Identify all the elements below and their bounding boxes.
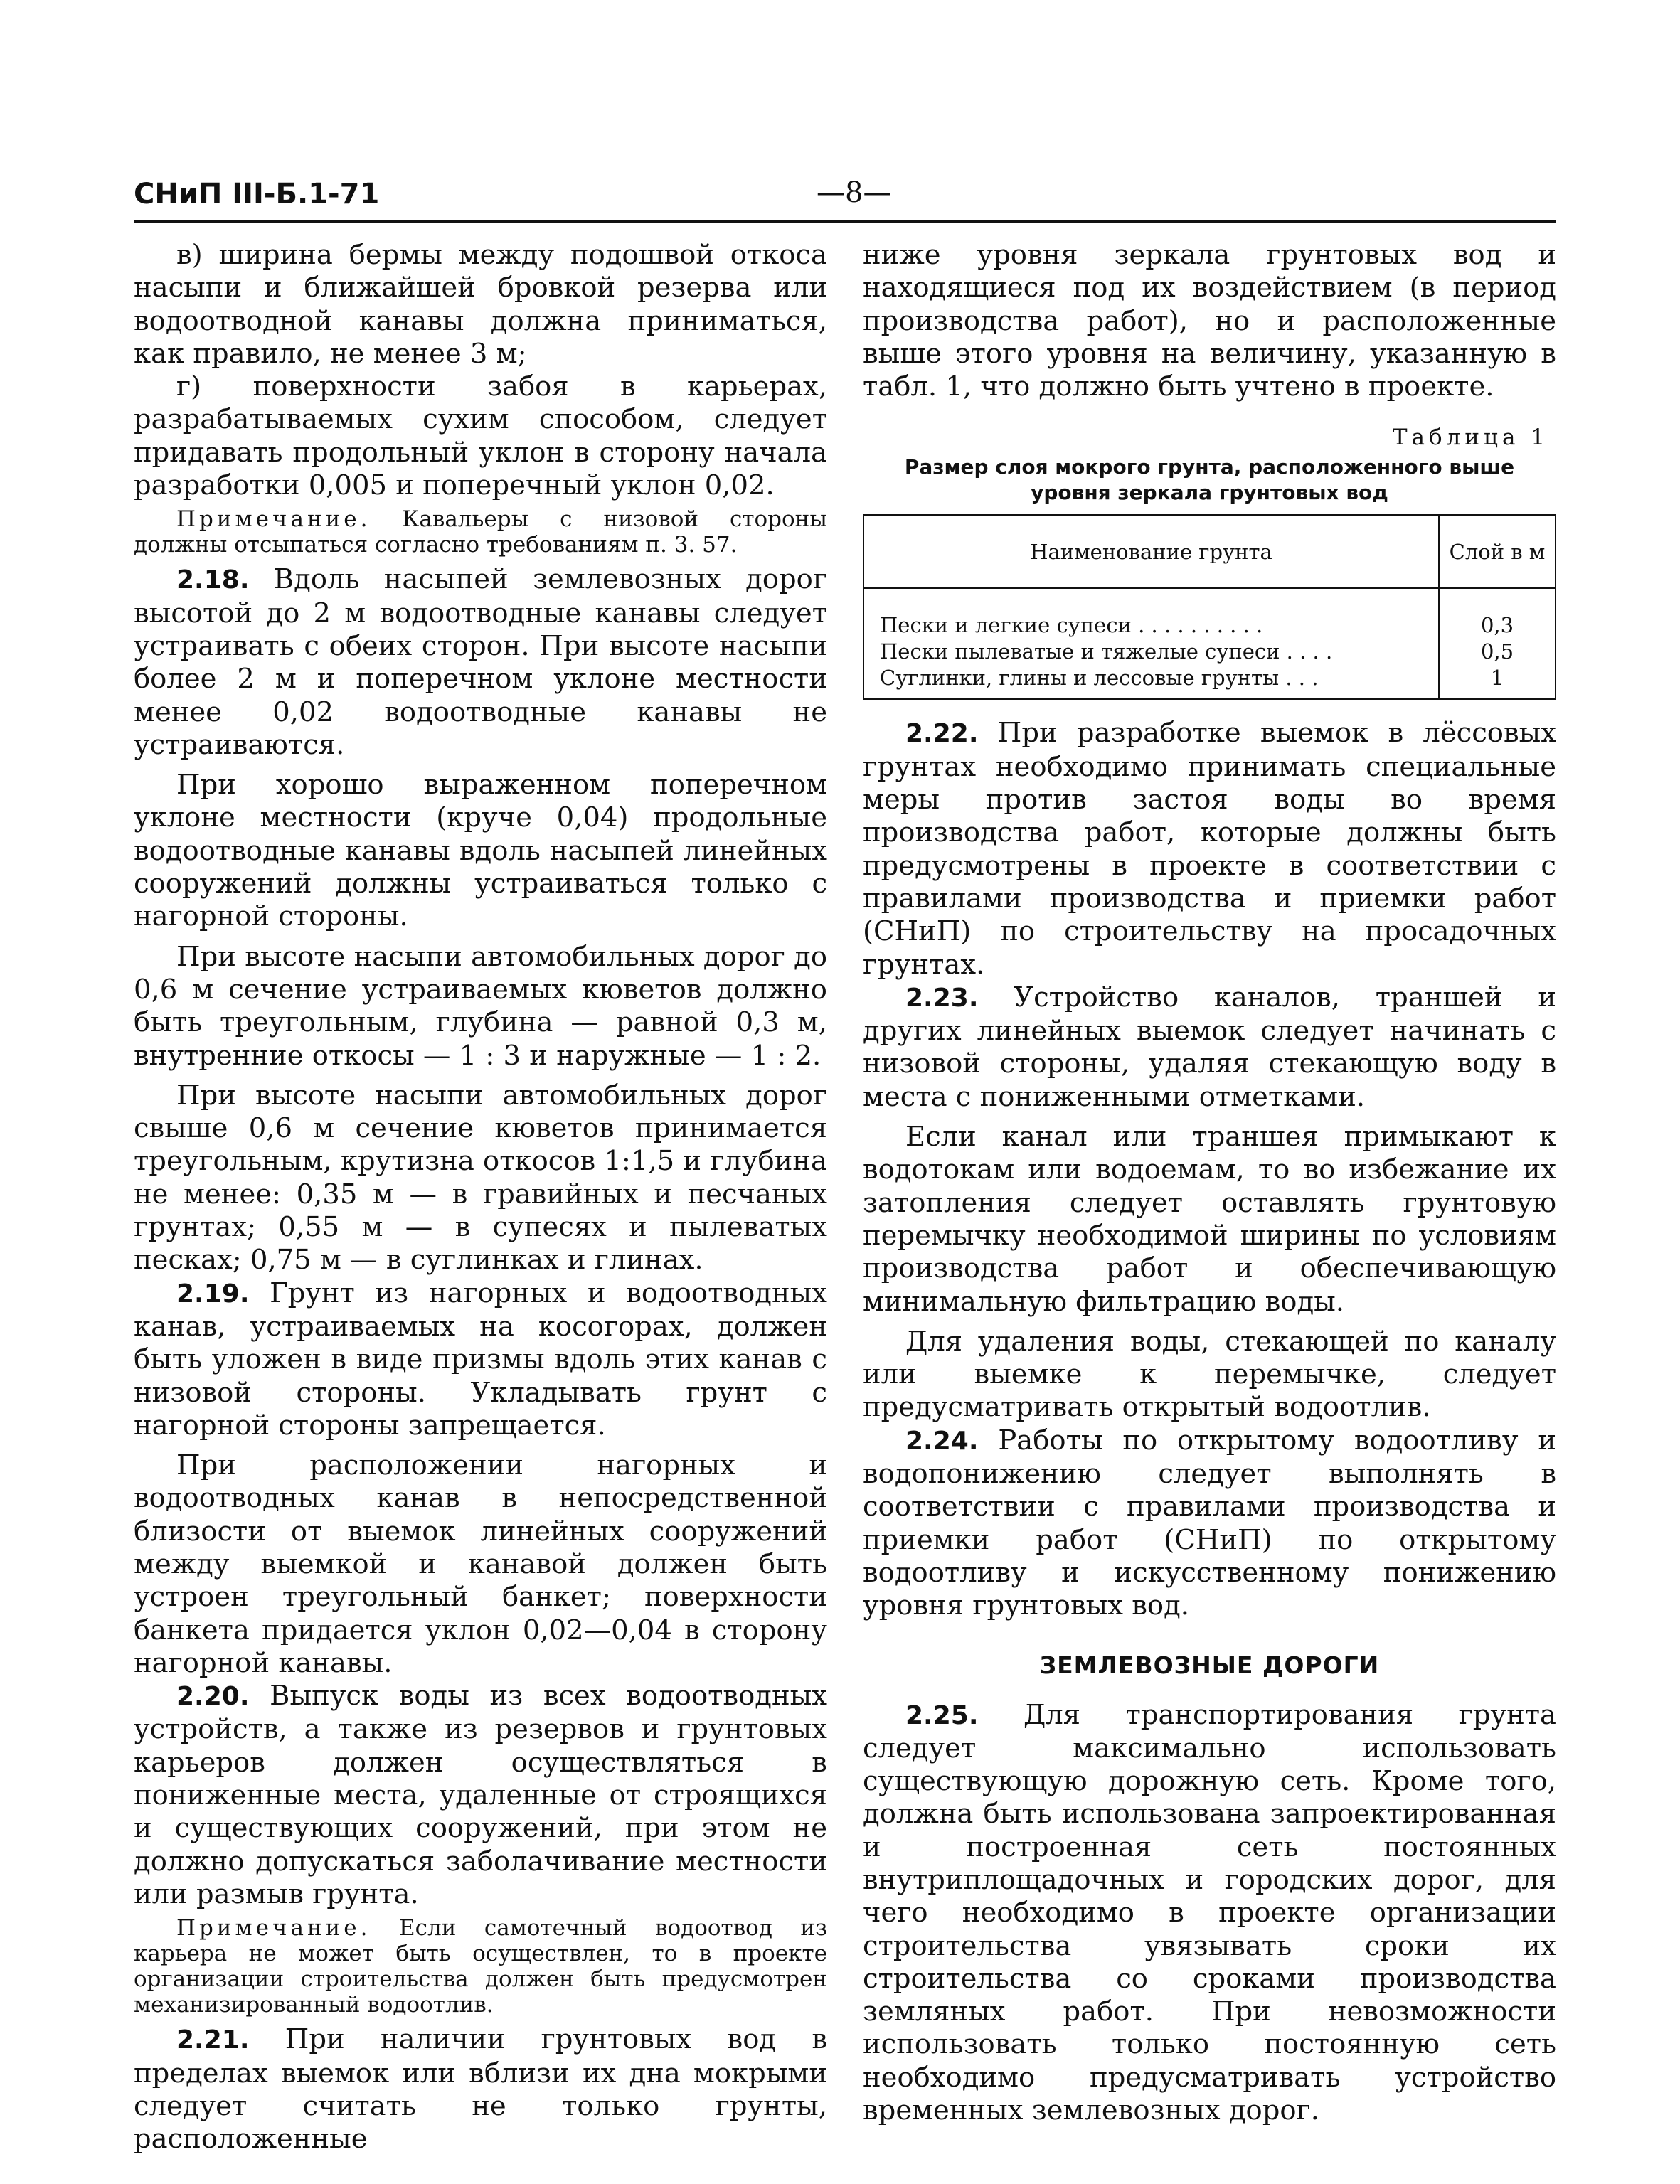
paragraph-2-18 [134,563,827,762]
paragraph-2-18-d: При высоте насыпи автомобильных дорог свыше 0,6 м сечение кюветов принимается треугольным, крутизна откосов 1:1,5 и глубина не менее: 0,35 м — в гравийных и песчаных грунтах; 0,55 м — в супесях и пылеватых песках; 0,75 м — в суглинках и глинах. [134,1079,827,1277]
column-header-layer: Слой в м [1439,516,1556,589]
note-text: Кавальеры с низовой стороны должны отсыпаться согласно требованиям п. 3. 57. [134,506,827,558]
clause-text: Вдоль насыпей землевозных дорог высотой до 2 м водоотводные канавы следует устраивать с обеих сторон. При высоте насыпи более 2 м и поперечном уклоне местности менее 0,02 водоотводные канавы не устраиваются. [134,563,827,761]
clause-text: Для транспортирования грунта следует максимально использовать существующую дорожную сеть. Кроме того, должна быть использована запроектированная и построенная сеть постоянных внутриплощадочных и городских дорог, для чего необходимо в проекте организации строительства увязывать сроки их строительства со сроками производства земляных работ. При невозможности использовать только постоянную сеть необходимо предусматривать устройство временных землевозных дорог. [863,1698,1556,2127]
clause-number: 2.20. [176,1682,250,1712]
note-2 [134,1915,827,2018]
document-code: СНиП III-Б.1-71 [134,178,380,211]
soil-name: Пески и легкие супеси . . . . . . . . . . [863,588,1439,639]
paragraph-2-23 [863,981,1556,1114]
table-header-row [863,516,1556,589]
clause-number: 2.25. [905,1700,979,1730]
clause-text: Выпуск воды из всех водоотводных устройств, а также из резервов и грунтовых карьеров должен осуществляться в пониженные места, удаленные от строящихся и существующих сооружений, при этом не должно допускаться заболачивание местности или размыв грунта. [134,1680,827,1910]
clause-number: 2.18. [176,565,250,595]
paragraph-2-19 [134,1277,827,1442]
table-row [863,639,1556,665]
clause-number: 2.22. [905,719,979,749]
layer-value: 0,3 [1439,588,1556,639]
page-number: —8— [817,176,892,209]
paragraph-2-24 [863,1424,1556,1623]
document-page [134,176,1556,2156]
paragraph-2-25 [863,1699,1556,2128]
table-title: Размер слоя мокрого грунта, расположенного выше уровня зеркала грунтовых вод [904,455,1515,505]
clause-text: При разработке выемок в лёссовых грунтах необходимо принимать специальные меры против застоя воды во время производства работ, которые должны быть предусмотрены в проекте в соответствии с правилами производства и приемки работ (СНиП) по строительству на просадочных грунтах. [863,717,1556,981]
paragraph-2-20 [134,1680,827,1911]
paragraph-2-21-cont: ниже уровня зеркала грунтовых вод и находящиеся под их воздействием (в период производства работ), но и расположенные выше этого уровня на величину, указанную в табл. 1, что должно быть учтено в проекте. [863,239,1556,403]
clause-number: 2.24. [905,1426,979,1456]
clause-text: Устройство каналов, траншей и других линейных выемок следует начинать с низовой стороны, удаляя стекающую воду в места с пониженными отметками. [863,981,1556,1113]
table-caption: Таблица 1 [1392,425,1549,451]
soil-name: Пески пылеватые и тяжелые супеси . . . . [863,639,1439,665]
soil-name: Суглинки, глины и лессовые грунты . . . [863,665,1439,699]
table-row [863,665,1556,699]
layer-value: 1 [1439,665,1556,699]
paragraph-2-18-b: При хорошо выраженном поперечном уклоне местности (круче 0,04) продольные водоотводные канавы вдоль насыпей линейных сооружений должны устраиваться только с нагорной стороны. [134,769,827,933]
note-1 [134,506,827,558]
clause-text: Грунт из нагорных и водоотводных канав, устраиваемых на косогорах, должен быть уложен в виде призмы вдоль этих канав с низовой стороны. Укладывать грунт с нагорной стороны запрещается. [134,1277,827,1442]
clause-text: При наличии грунтовых вод в пределах выемок или вблизи их дна мокрыми следует считать не только грунты, расположенные [134,2023,827,2156]
paragraph-2-23-c: Для удаления воды, стекающей по каналу или выемке к перемычке, следует предусматривать открытый водоотлив. [863,1325,1556,1424]
clause-number: 2.23. [905,983,979,1013]
paragraph-g: г) поверхности забоя в карьерах, разрабатываемых сухим способом, следует придавать продольный уклон в сторону начала разработки 0,005 и поперечный уклон 0,02. [134,371,827,502]
page-header [134,178,1556,223]
layer-value: 0,5 [1439,639,1556,665]
paragraph-v: в) ширина бермы между подошвой откоса насыпи и ближайшей бровкой резерва или водоотводной канавы должна приниматься, как правило, не менее 3 м; [134,239,827,370]
paragraph-2-19-b: При расположении нагорных и водоотводных канав в непосредственной близости от выемок линейных сооружений между выемкой и канавой должен быть устроен треугольный банкет; поверхности банкета придается уклон 0,02—0,04 в сторону нагорной канавы. [134,1449,827,1679]
clause-number: 2.21. [176,2025,250,2055]
soil-table [863,514,1556,700]
right-column [863,239,1556,2127]
note-label: Примечание. [176,1915,371,1941]
note-label: Примечание. [176,506,371,533]
paragraph-2-22 [863,717,1556,981]
section-heading: ЗЕМЛЕВОЗНЫЕ ДОРОГИ [1039,1651,1380,1679]
paragraph-2-18-c: При высоте насыпи автомобильных дорог до 0,6 м сечение устраиваемых кюветов должно быть треугольным, глубина — равной 0,3 м, внутренние откосы — 1 : 3 и наружные — 1 : 2. [134,940,827,1072]
left-column [134,239,827,2156]
paragraph-2-23-b: Если канал или траншея примыкают к водотокам или водоемам, то во избежание их затопления следует оставлять грунтовую перемычку необходимой ширины по условиям производства работ и обеспечивающую минимальную фильтрацию воды. [863,1121,1556,1318]
note-text: Если самотечный водоотвод из карьера не может быть осуществлен, то в проекте организации строительства должен быть предусмотрен механизированный водоотлив. [134,1915,827,2018]
column-header-soil: Наименование грунта [863,516,1439,589]
table-row [863,588,1556,639]
clause-number: 2.19. [176,1279,250,1309]
paragraph-2-21 [134,2023,827,2156]
clause-text: Работы по открытому водоотливу и водопонижению следует выполнять в соответствии с правилами производства и приемки работ (СНиП) по открытому водоотливу и искусственному понижению уровня грунтовых вод. [863,1424,1556,1622]
